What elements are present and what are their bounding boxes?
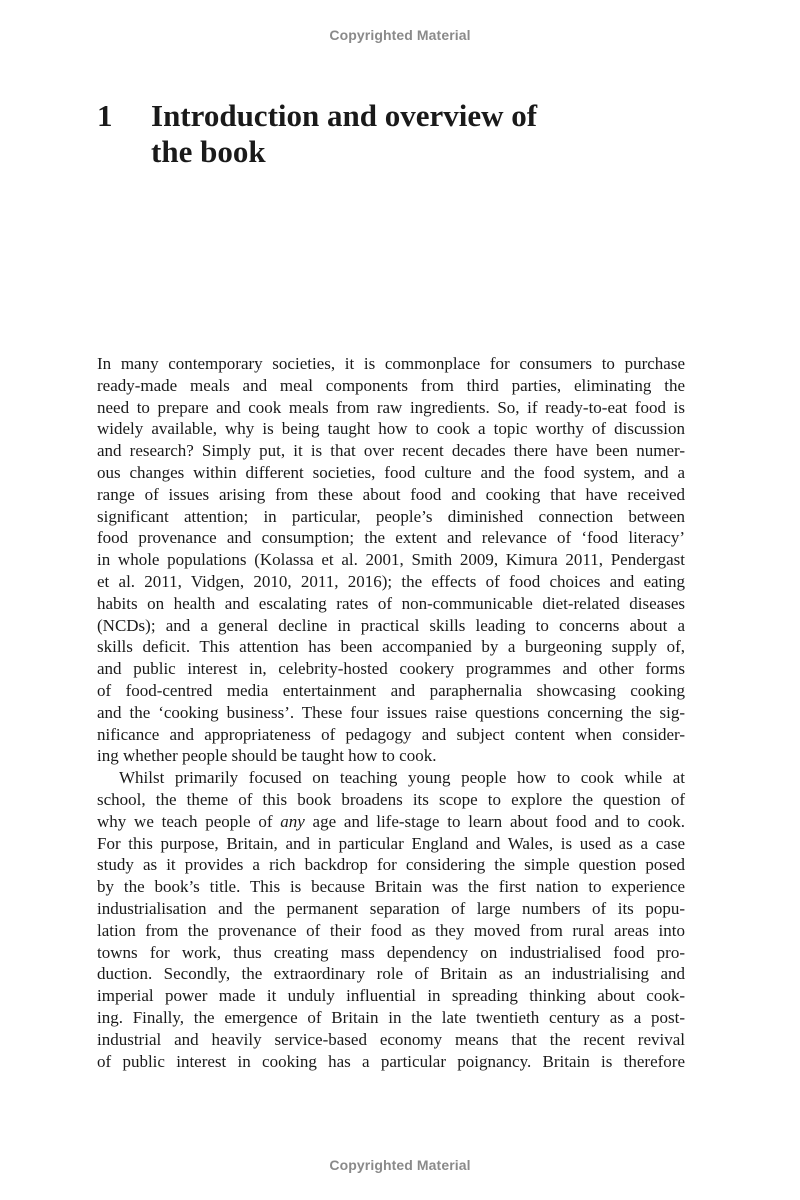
text-line: ing. Finally, the emergence of Britain in the late twentieth century as a post- — [97, 1007, 685, 1027]
text-line: (NCDs); and a general decline in practical skills leading to concerns about a — [97, 615, 685, 635]
chapter-title-line-2: the book — [151, 134, 266, 169]
body-text — [97, 353, 685, 1072]
text-line: of food-centred media entertainment and paraphernalia showcasing cooking — [97, 680, 685, 700]
text-line: and research? Simply put, it is that over recent decades there have been numer- — [97, 441, 685, 461]
chapter-heading — [97, 98, 697, 170]
text-line: imperial power made it unduly influential in spreading thinking about cook- — [97, 986, 685, 1006]
paragraph-1 — [97, 353, 685, 767]
text-line: lation from the provenance of their food as they moved from rural areas into — [97, 920, 685, 940]
text-line: school, the theme of this book broadens its scope to explore the question of — [97, 789, 685, 809]
text-line: towns for work, thus creating mass dependency on industrialised food pro- — [97, 942, 685, 962]
paragraph-2 — [97, 767, 685, 1072]
chapter-title-line-1: Introduction and overview of — [151, 98, 538, 133]
text-line-with-emphasis — [97, 811, 685, 833]
text-line: of public interest in cooking has a particular poignancy. Britain is therefore — [97, 1051, 685, 1071]
text-line: industrialisation and the permanent separation of large numbers of its popu- — [97, 898, 685, 918]
text-line: skills deficit. This attention has been accompanied by a burgeoning supply of, — [97, 637, 685, 657]
text-line: habits on health and escalating rates of non-communicable diet-related diseases — [97, 593, 685, 613]
chapter-number: 1 — [97, 98, 113, 133]
text-line: range of issues arising from these about food and cooking that have received — [97, 484, 685, 504]
text-line: by the book’s title. This is because Britain was the first nation to experience — [97, 877, 685, 897]
text-line: For this purpose, Britain, and in particular England and Wales, is used as a case — [97, 833, 685, 853]
text-line: need to prepare and cook meals from raw ingredients. So, if ready-to-eat food is — [97, 397, 685, 417]
text-line: and public interest in, celebrity-hosted cookery programmes and other forms — [97, 659, 685, 679]
text-line: food provenance and consumption; the extent and relevance of ‘food literacy’ — [97, 528, 685, 548]
copyright-watermark-bottom: Copyrighted Material — [329, 1157, 471, 1173]
text-line: in whole populations (Kolassa et al. 2001, Smith 2009, Kimura 2011, Pendergast — [97, 550, 685, 570]
text-line: industrial and heavily service-based economy means that the recent revival — [97, 1029, 685, 1049]
text-line: widely available, why is being taught how to cook a topic worthy of discussion — [97, 419, 685, 439]
text-line: In many contemporary societies, it is commonplace for consumers to purchase — [97, 354, 685, 373]
chapter-title — [151, 98, 611, 170]
text-fragment: age and life-stage to learn about food and to cook. — [304, 811, 685, 831]
text-line: ous changes within different societies, food culture and the food system, and a — [97, 462, 685, 482]
text-line: duction. Secondly, the extraordinary role of Britain as an industrialising and — [97, 964, 685, 984]
text-line: ready-made meals and meal components from third parties, eliminating the — [97, 375, 685, 395]
text-line: significant attention; in particular, people’s diminished connection between — [97, 506, 685, 526]
copyright-watermark-top: Copyrighted Material — [329, 27, 471, 43]
text-line: nificance and appropriateness of pedagogy and subject content when consider- — [97, 724, 685, 744]
text-fragment: why we teach people of — [97, 811, 281, 831]
text-line: and the ‘cooking business’. These four issues raise questions concerning the sig- — [97, 702, 685, 722]
text-line: study as it provides a rich backdrop for considering the simple question posed — [97, 855, 685, 875]
text-line: et al. 2011, Vidgen, 2010, 2011, 2016); the effects of food choices and eating — [97, 571, 685, 591]
text-line: ing whether people should be taught how to cook. — [97, 746, 437, 766]
text-line: Whilst primarily focused on teaching young people how to cook while at — [119, 768, 685, 788]
emphasis-any: any — [280, 811, 305, 831]
